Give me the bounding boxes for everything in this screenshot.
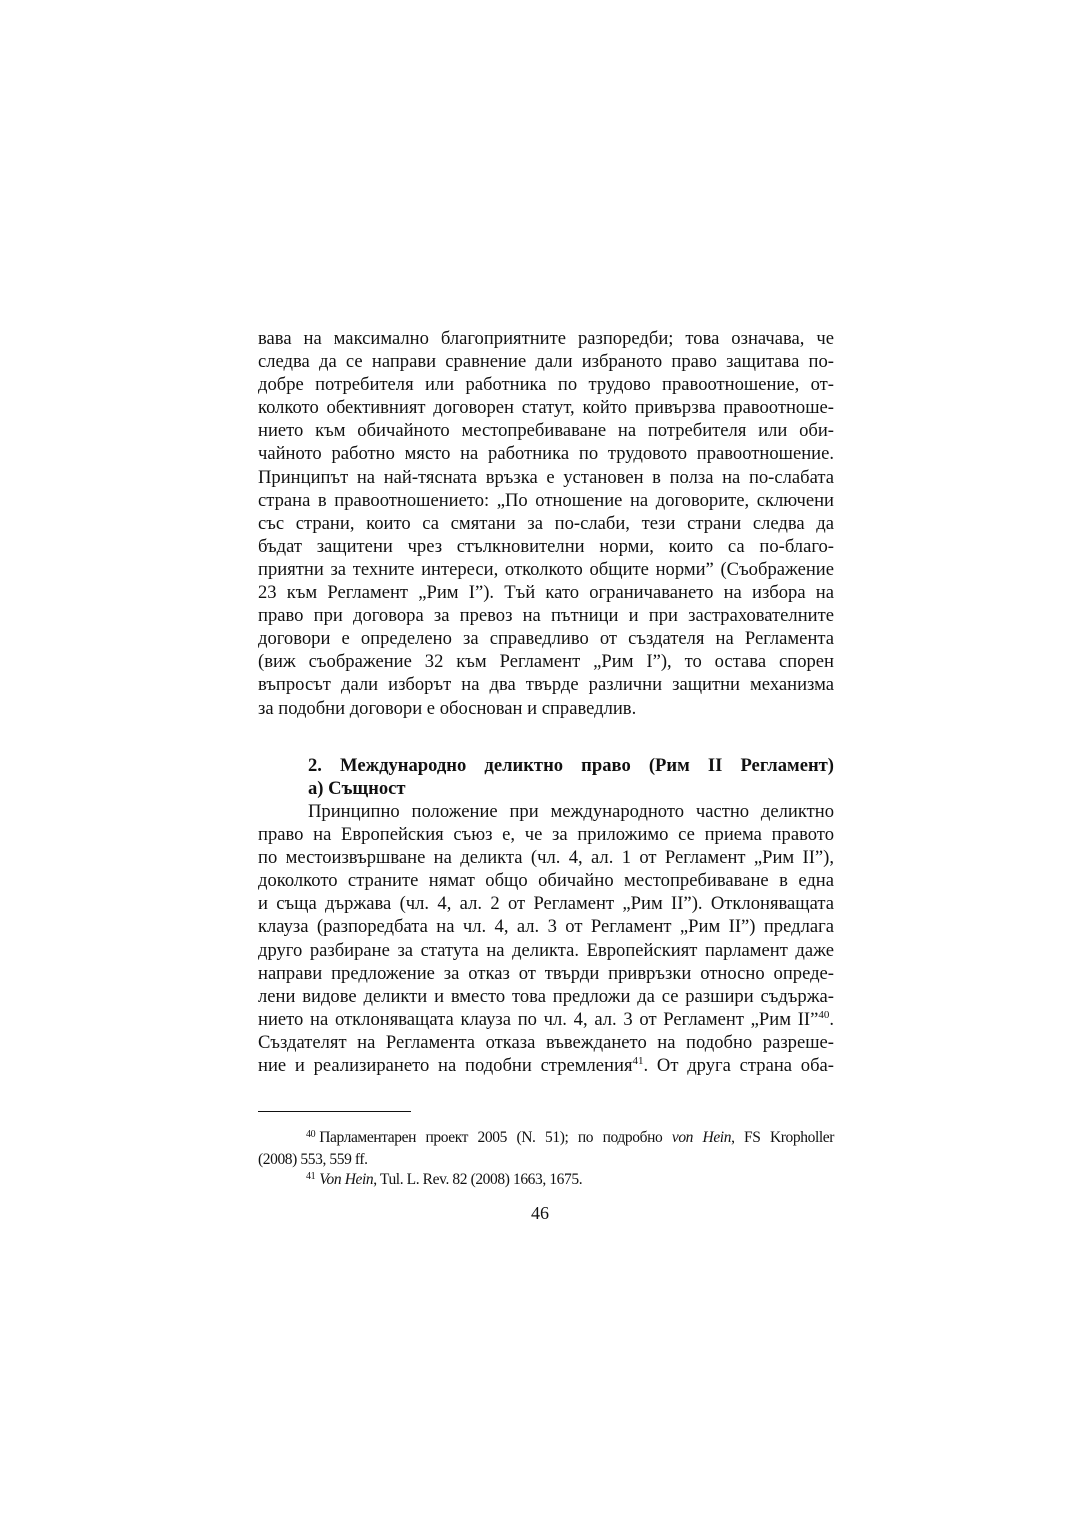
text-line: Принципно положение при международното частно деликтно bbox=[308, 801, 834, 822]
text-line: по местоизвършване на деликта (чл. 4, ал. 1 от Регламент „Рим II”), bbox=[258, 847, 834, 869]
text-line: вава на максимално благоприятните разпоредби; това означава, че bbox=[258, 328, 834, 349]
text-line: договори е определено за справедливо от създателя на Регламента bbox=[258, 628, 834, 650]
page-number: 46 bbox=[531, 1203, 549, 1223]
section-heading: 2. Международно деликтно право (Рим II Регламент) bbox=[308, 755, 834, 776]
section-subheading: а) Същност bbox=[308, 778, 406, 800]
text-line: добре потребителя или работника по трудово правоотношение, от- bbox=[258, 374, 834, 396]
text-line: въпросът дали изборът на два твърде различни защитни механизма bbox=[258, 674, 834, 696]
text-line: следва да се направи сравнение дали избраното право защитава по- bbox=[258, 351, 834, 373]
text-line: доколкото страните нямат общо обичайно местопребиваване в една bbox=[258, 870, 834, 892]
text-line: лени видове деликти и вместо това предложи да се разшири съдържа- bbox=[258, 985, 834, 1007]
text-line: направи предложение за отказ от твърди привръзки относно опреде- bbox=[258, 962, 834, 984]
footnote-text: , FS Kropholler bbox=[731, 1129, 834, 1146]
text-line: право на Европейския съюз е, че за приложимо се приема правото bbox=[258, 824, 834, 846]
text-line: Създателят на Регламента отказа въвеждането на подобно разреше- bbox=[258, 1031, 834, 1053]
text-line-segment: ние и реализирането на подобни стремления bbox=[258, 1055, 633, 1077]
text-line-segment: нието на отклоняващата клауза по чл. 4, ал. 3 от Регламент „Рим II” bbox=[258, 1008, 819, 1030]
text-line: със страни, които са смятани за по-слаби, тези страни следва да bbox=[258, 512, 834, 534]
text-line: Принципът на най-тясната връзка е установен в полза на по-слабата bbox=[258, 466, 834, 488]
text-line: и съща държава (чл. 4, ал. 2 от Регламент „Рим II”). Отклоняващата bbox=[258, 893, 834, 915]
footnote-number: 40 bbox=[306, 1129, 316, 1140]
text-line: клауза (разпоредбата на чл. 4, ал. 3 от Регламент „Рим II”) предлага bbox=[258, 916, 834, 938]
footnote-author: von Hein bbox=[671, 1129, 732, 1146]
footnote-ref-40[interactable]: 40 bbox=[818, 1008, 830, 1021]
text-line-with-footnote bbox=[258, 1008, 834, 1031]
body-paragraph-2 bbox=[258, 800, 834, 1077]
text-line-with-footnote bbox=[258, 1054, 834, 1077]
text-line: 23 към Регламент „Рим I”). Тъй като ограничаването на избора на bbox=[258, 582, 834, 604]
footnote-40-continuation: (2008) 553, 559 ff. bbox=[258, 1151, 368, 1168]
text-line: (виж съображение 32 към Регламент „Рим I”), то остава спорен bbox=[258, 651, 834, 673]
section-heading-block bbox=[308, 754, 834, 800]
text-line: страна в правоотношението: „По отношение на договорите, сключени bbox=[258, 489, 834, 511]
footnote-text: , Tul. L. Rev. 82 (2008) 1663, 1675. bbox=[373, 1171, 583, 1188]
footnotes bbox=[258, 1128, 834, 1192]
footnote-41 bbox=[258, 1170, 834, 1192]
text-line: друго разбиране за статута на деликта. Европейският парламент даже bbox=[258, 939, 834, 961]
text-line: право при договора за превоз на пътници и при застрахователните bbox=[258, 605, 834, 627]
text-line: нието към обичайното местопребиваване на потребителя или оби- bbox=[258, 420, 834, 442]
text-line: колкото обективният договорен статут, който привързва правоотноше- bbox=[258, 397, 834, 419]
text-line: бъдат защитени чрез стълкновителни норми, които са по-благо- bbox=[258, 535, 834, 557]
footnote-text: Парламентарен проект 2005 (N. 51); по подробно bbox=[319, 1129, 672, 1146]
body-paragraph-1 bbox=[258, 327, 834, 720]
text-line: приятни за техните интереси, отколкото общите норми” (Съображение bbox=[258, 558, 834, 580]
footnote-ref-41[interactable]: 41 bbox=[632, 1055, 644, 1068]
text-line-segment: . От друга страна оба- bbox=[643, 1055, 834, 1077]
footnote-separator bbox=[258, 1111, 411, 1112]
footnote-40 bbox=[258, 1128, 834, 1150]
footnote-author: Von Hein bbox=[319, 1171, 374, 1188]
footnote-number: 41 bbox=[306, 1171, 316, 1182]
text-line-segment: . bbox=[829, 1008, 834, 1030]
text-line: за подобни договори е обоснован и справедлив. bbox=[258, 697, 637, 719]
text-line: чайното работно място на работника по трудовото правоотношение. bbox=[258, 443, 834, 465]
